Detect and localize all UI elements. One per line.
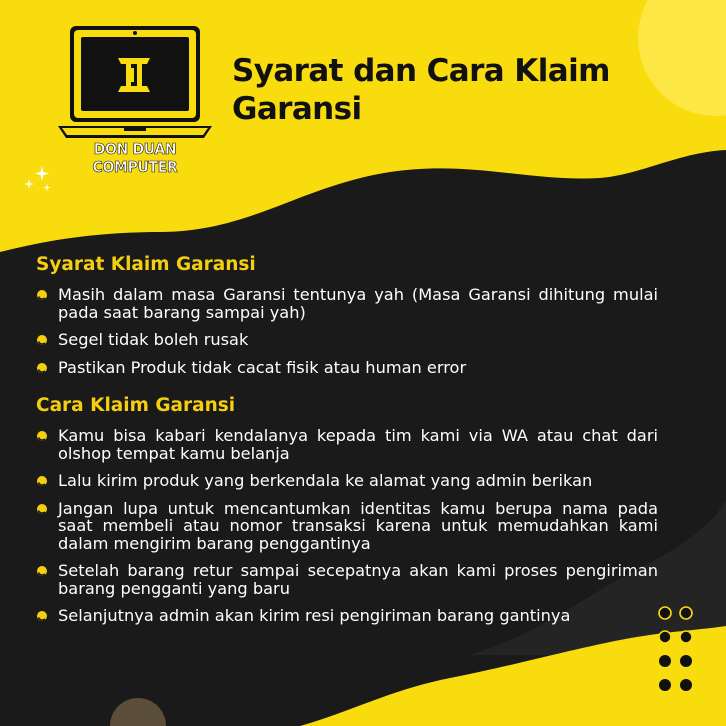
dot-grid-icon (656, 604, 696, 694)
list-item-text: Lalu kirim produk yang berkendala ke alamat yang admin berikan (58, 471, 593, 490)
list-item-text: Kamu bisa kabari kendalanya kepada tim kami via WA atau chat dari olshop tempat kamu belanja (58, 426, 658, 463)
bullet-icon (36, 610, 48, 622)
list-item-text: Setelah barang retur sampai secepatnya akan kami proses pengiriman barang pengganti yang baru (58, 561, 658, 598)
list-item (36, 607, 658, 625)
bullet-icon (36, 430, 48, 442)
list-item (36, 427, 658, 462)
procedure-list (36, 427, 658, 625)
list-item (36, 472, 658, 490)
page-title: Syarat dan Cara Klaim Garansi (232, 53, 610, 127)
bullet-icon (36, 289, 48, 301)
brand-name: DON DUAN COMPUTER (92, 140, 178, 176)
requirements-list (36, 286, 658, 376)
list-item (36, 359, 658, 377)
section-heading-cara: Cara Klaim Garansi (36, 395, 236, 416)
list-item (36, 331, 658, 349)
bullet-icon (36, 503, 48, 515)
section-heading-syarat: Syarat Klaim Garansi (36, 254, 256, 275)
list-item-text: Jangan lupa untuk mencantumkan identitas kamu berupa nama pada saat membeli atau nomor transaksi karena untuk memudahkan kami dalam mengirim barang penggantinya (58, 498, 658, 553)
bullet-icon (36, 475, 48, 487)
list-item (36, 286, 658, 321)
list-item-text: Segel tidak boleh rusak (58, 330, 249, 349)
list-item-text: Masih dalam masa Garansi tentunya yah (Masa Garansi dihitung mulai pada saat barang sampai yah) (58, 285, 658, 322)
bullet-icon (36, 565, 48, 577)
content (36, 252, 658, 635)
list-item-text: Pastikan Produk tidak cacat fisik atau human error (58, 357, 467, 377)
list-item (36, 500, 658, 553)
bullet-icon (36, 362, 48, 374)
list-item (36, 562, 658, 597)
bullet-icon (36, 334, 48, 346)
sparkle-icon (18, 166, 58, 196)
list-item-text: Selanjutnya admin akan kirim resi pengiriman barang gantinya (58, 606, 571, 625)
